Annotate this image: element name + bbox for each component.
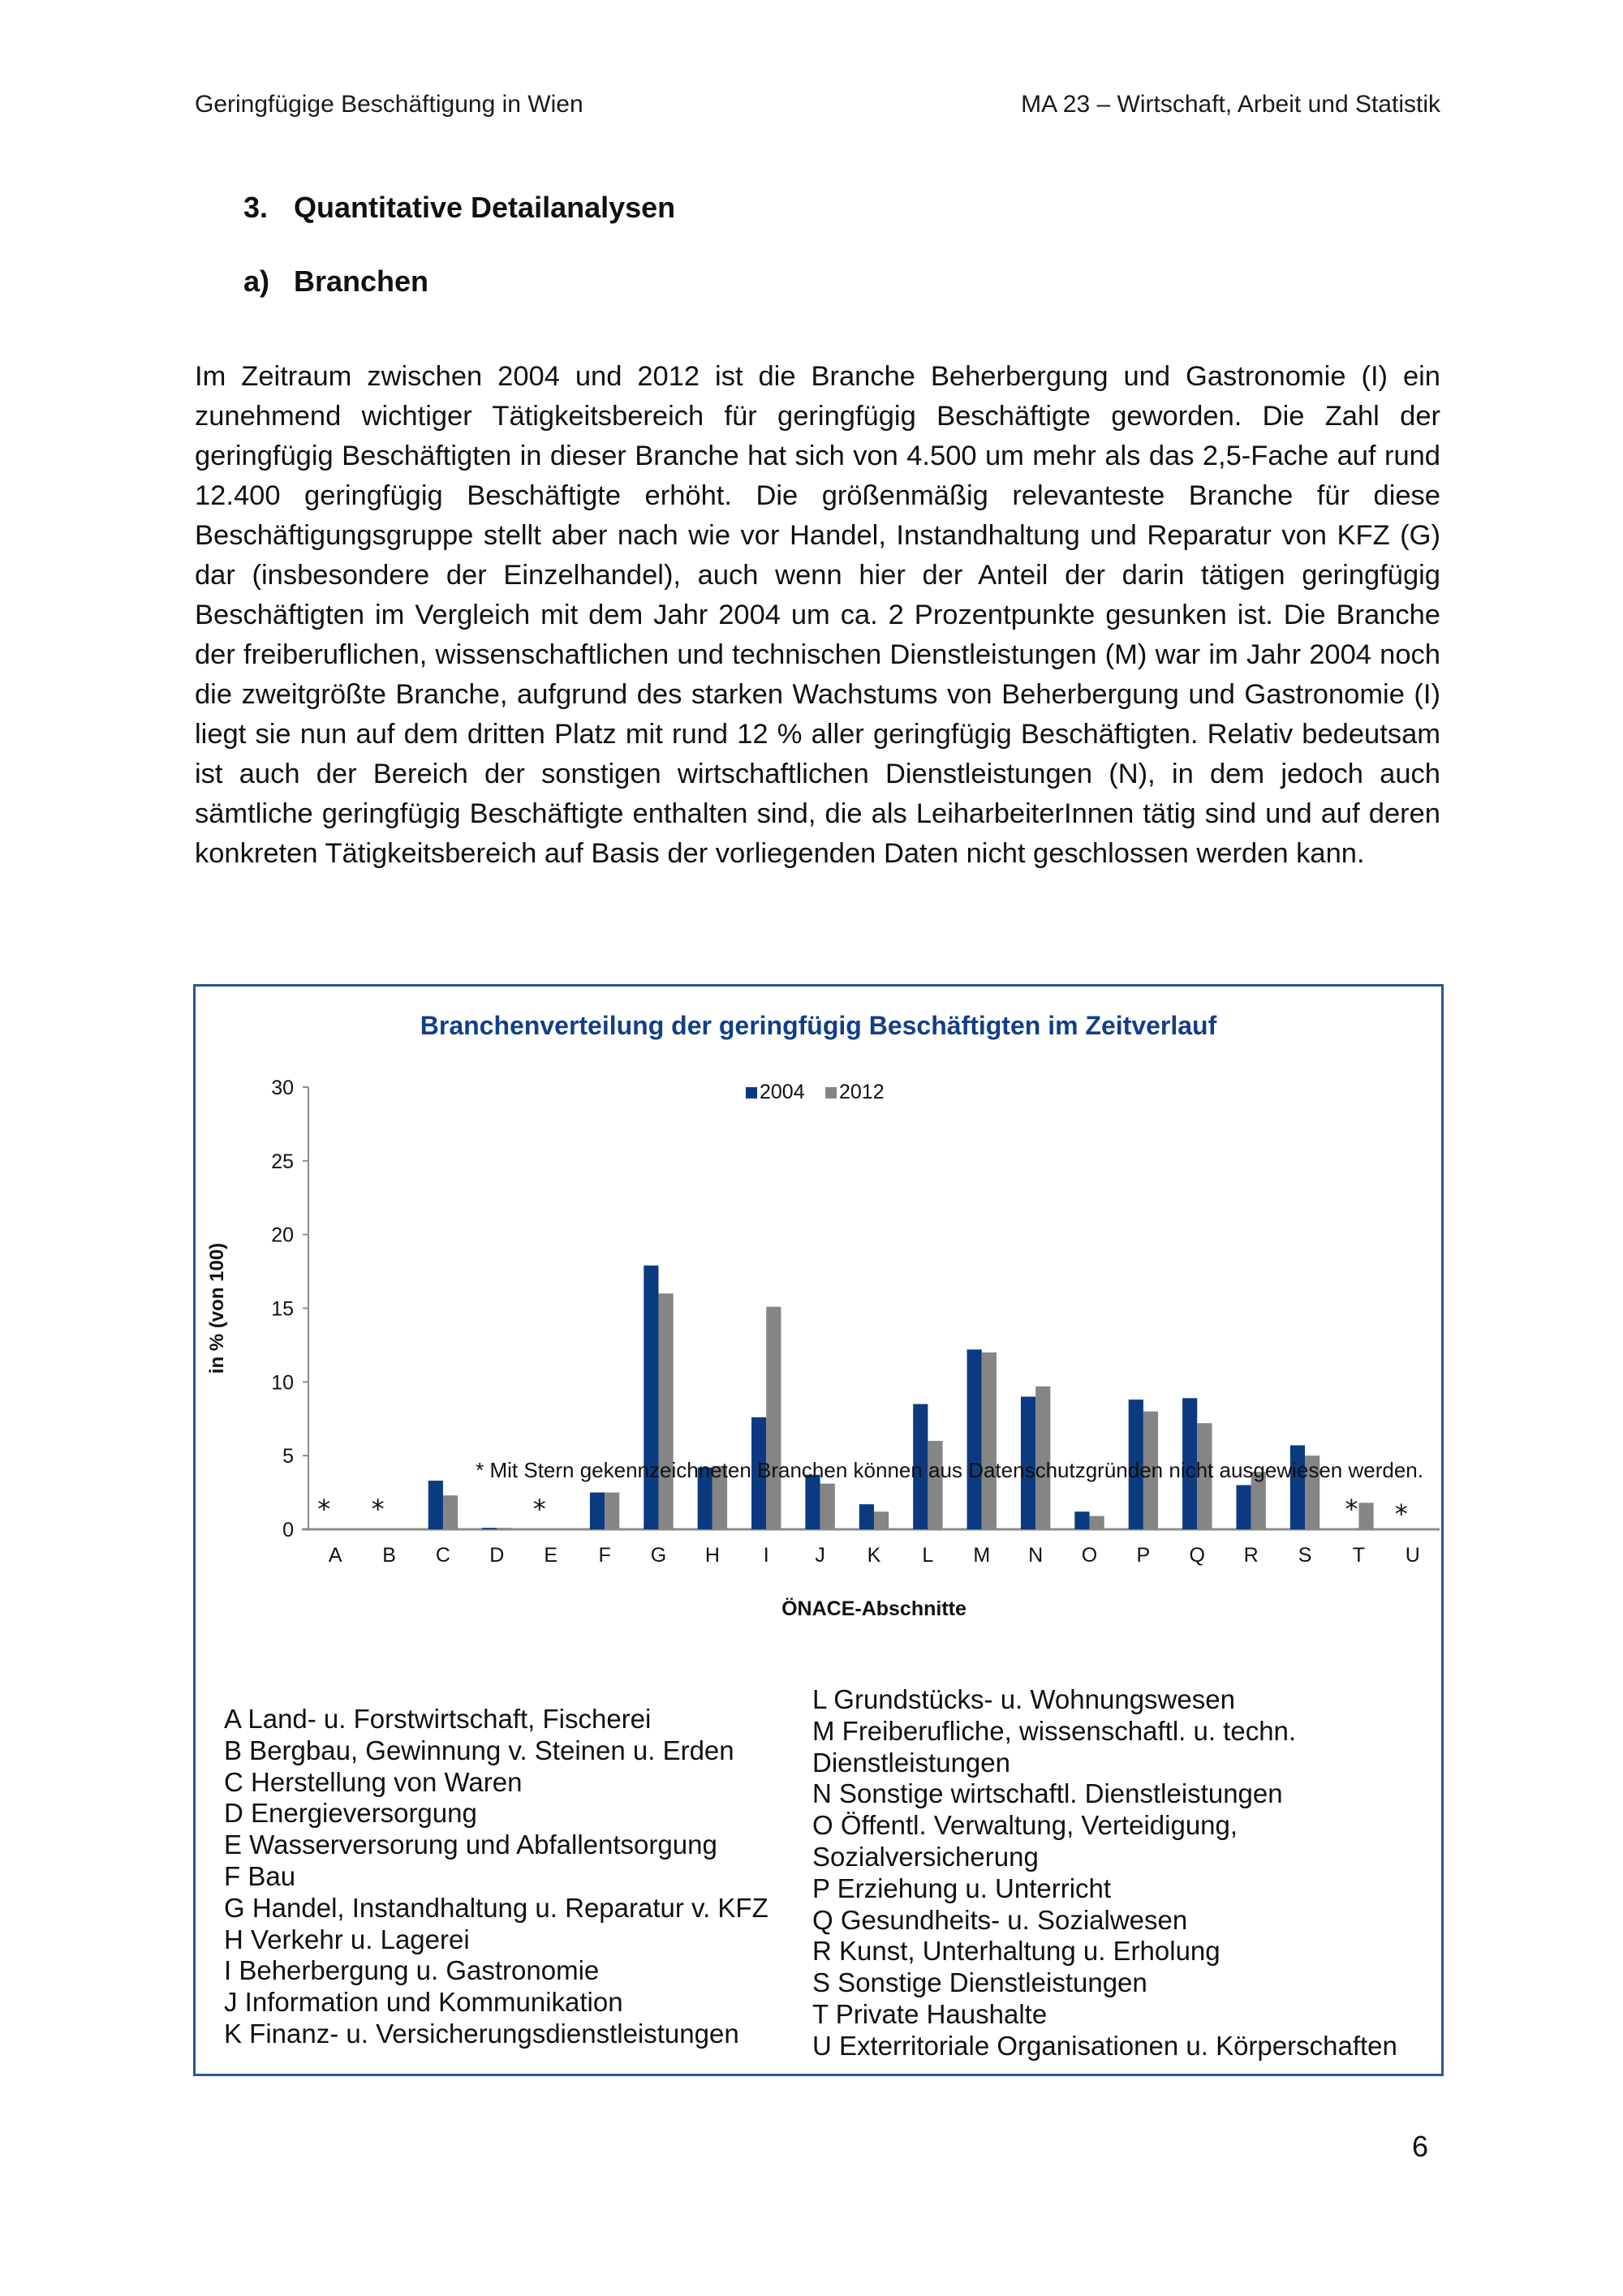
y-tick-label: 15 [271, 1297, 294, 1321]
legend-entry: P Erziehung u. Unterricht [812, 1872, 1112, 1903]
legend-entry: Sozialversicherung [812, 1841, 1039, 1872]
suppressed-marker: * [1394, 1498, 1408, 1529]
bar-2012-G [658, 1293, 673, 1529]
section-title: Quantitative Detailanalysen [294, 191, 676, 224]
y-tick-label: 30 [271, 1077, 294, 1099]
subsection-number: a) [243, 264, 270, 298]
bar-2012-D [497, 1528, 511, 1529]
y-tick-label: 25 [271, 1150, 294, 1173]
x-tick-label: A [328, 1544, 342, 1567]
x-tick-label: N [1028, 1544, 1044, 1567]
x-tick-label: P [1136, 1544, 1151, 1567]
bar-2004-O [1074, 1511, 1089, 1529]
legend-entry: Dienstleistungen [812, 1747, 1010, 1778]
x-tick-label: U [1405, 1544, 1420, 1567]
legend-label-2012: 2012 [839, 1081, 885, 1103]
section-heading [243, 191, 675, 225]
suppressed-marker: * [532, 1494, 546, 1524]
x-tick-label: E [544, 1544, 558, 1567]
x-tick-label: F [598, 1544, 611, 1567]
branch-legend-left-column [224, 1704, 808, 2050]
suppressed-marker: * [317, 1494, 331, 1524]
suppressed-marker: * [1345, 1494, 1358, 1524]
x-axis-label: ÖNACE-Abschnitte [781, 1597, 966, 1620]
x-tick-label: T [1352, 1544, 1366, 1567]
subsection-heading [243, 264, 428, 299]
running-header-department: MA 23 – Wirtschaft, Arbeit und Statistik [1021, 91, 1440, 118]
legend-entry: U Exterritoriale Organisationen u. Körperschaften [812, 2030, 1397, 2061]
bar-2004-R [1236, 1486, 1251, 1530]
bar-2012-I [766, 1307, 781, 1529]
bar-2012-M [982, 1352, 997, 1529]
x-tick-label: K [867, 1544, 881, 1567]
bar-2004-K [859, 1504, 874, 1529]
x-tick-label: C [435, 1544, 450, 1567]
subsection-title: Branchen [294, 264, 429, 298]
chart-footnote: * Mit Stern gekennzeichneten Branchen können aus Datenschutzgründen nicht ausgewiesen werden. [476, 1458, 1423, 1482]
x-tick-label: Q [1189, 1544, 1206, 1567]
bar-2004-C [428, 1481, 443, 1529]
bar-2004-G [644, 1266, 658, 1529]
section-number: 3. [243, 191, 269, 224]
x-tick-label: I [763, 1544, 769, 1567]
legend-entry: G Handel, Instandhaltung u. Reparatur v. KFZ [224, 1892, 768, 1923]
legend-entry: E Wasserversorung und Abfallentsorgung [224, 1829, 717, 1860]
bar-2012-O [1090, 1516, 1104, 1529]
y-tick-label: 20 [271, 1223, 294, 1247]
legend-entry: F Bau [224, 1860, 296, 1891]
bar-2012-K [874, 1511, 889, 1529]
x-tick-label: O [1081, 1544, 1098, 1567]
legend-swatch-2004 [746, 1087, 757, 1099]
body-paragraph: Im Zeitraum zwischen 2004 und 2012 ist die Branche Beherbergung und Gastronomie (I) ein zunehmend wichtiger Tätigkeitsbereich für geringfügig Beschäftigte geworden. Die Zahl der geringfügig Beschäftigten in dieser Branche hat sich von 4.500 um mehr als das 2,5-Fache auf rund 12.400 geringfügig Beschäftigte erhöht. Die größenmäßig relevanteste Branche für diese Beschäftigungsgruppe stellt aber nach wie vor Handel, Instandhaltung und Reparatur von KFZ (G) dar (insbesondere der Einzelhandel), auch wenn hier der Anteil der darin tätigen geringfügig Beschäftigten im Vergleich mit dem Jahr 2004 um ca. 2 Prozentpunkte gesunken ist. Die Branche der freiberuflichen, wissenschaftlichen und technischen Dienstleistungen (M) war im Jahr 2004 noch die zweitgrößte Branche, aufgrund des starken Wachstums von Beherbergung und Gastronomie (I) liegt sie nun auf dem dritten Platz mit rund 12 % aller geringfügig Beschäftigten. Relativ bedeutsam ist auch der Bereich der sonstigen wirtschaftlichen Dienstleistungen (N), in dem jedoch auch sämtliche geringfügig Beschäftigte enthalten sind, die als LeiharbeiterInnen tätig sind und auf deren konkreten Tätigkeitsbereich auf Basis der vorliegenden Daten nicht geschlossen werden kann. [195, 361, 1440, 869]
legend-entry: O Öffentl. Verwaltung, Verteidigung, [812, 1810, 1238, 1841]
y-tick-label: 10 [271, 1371, 294, 1395]
legend-entry: N Sonstige wirtschaftl. Dienstleistungen [812, 1778, 1283, 1809]
x-tick-label: B [382, 1544, 396, 1567]
bar-2012-J [820, 1484, 835, 1529]
x-tick-label: G [650, 1544, 667, 1567]
legend-entry: Q Gesundheits- u. Sozialwesen [812, 1904, 1188, 1935]
x-tick-label: L [922, 1544, 934, 1567]
bar-2004-F [590, 1493, 605, 1529]
legend-swatch-2012 [825, 1087, 837, 1099]
bar-2012-T [1358, 1503, 1373, 1529]
chart-title: Branchenverteilung der geringfügig Beschäftigten im Zeitverlauf [420, 1011, 1217, 1040]
y-axis-label: in % (von 100) [206, 1242, 228, 1374]
legend-entry: D Energieversorgung [224, 1798, 477, 1829]
legend-entry: L Grundstücks- u. Wohnungswesen [812, 1684, 1235, 1714]
x-tick-label: M [973, 1544, 991, 1567]
branch-legend-right-column [812, 1684, 1429, 2062]
bar-2012-F [605, 1493, 619, 1529]
legend-entry: J Information und Kommunikation [224, 1987, 623, 2018]
x-tick-label: J [815, 1544, 825, 1567]
y-tick-label: 5 [282, 1445, 294, 1468]
bar-2004-D [482, 1528, 497, 1529]
x-tick-label: H [704, 1544, 720, 1567]
legend-entry: C Herstellung von Waren [224, 1766, 523, 1797]
legend-label-2004: 2004 [760, 1081, 805, 1103]
legend-entry: A Land- u. Forstwirtschaft, Fischerei [224, 1704, 652, 1734]
running-header-title: Geringfügige Beschäftigung in Wien [195, 91, 583, 118]
bar-2004-M [967, 1349, 982, 1529]
legend-entry: H Verkehr u. Lagerei [224, 1924, 470, 1954]
legend-entry: K Finanz- u. Versicherungsdienstleistungen [224, 2018, 739, 2049]
bar-2012-L [928, 1441, 942, 1529]
legend-entry: I Beherbergung u. Gastronomie [224, 1955, 600, 1986]
suppressed-marker: * [371, 1494, 385, 1524]
chart-figure [193, 984, 1444, 2076]
legend-entry: B Bergbau, Gewinnung v. Steinen u. Erden [224, 1735, 734, 1765]
legend-entry: M Freiberufliche, wissenschaftl. u. techn. [812, 1715, 1297, 1746]
x-tick-label: R [1243, 1544, 1259, 1567]
page-number: 6 [1412, 2130, 1429, 2163]
legend-entry: T Private Haushalte [812, 1998, 1048, 2029]
legend-entry: S Sonstige Dienstleistungen [812, 1967, 1147, 1998]
x-tick-label: S [1298, 1544, 1312, 1567]
legend-entry: R Kunst, Unterhaltung u. Erholung [812, 1936, 1220, 1967]
x-tick-label: D [489, 1544, 505, 1567]
y-tick-label: 0 [282, 1519, 294, 1541]
bar-2012-C [443, 1495, 458, 1529]
